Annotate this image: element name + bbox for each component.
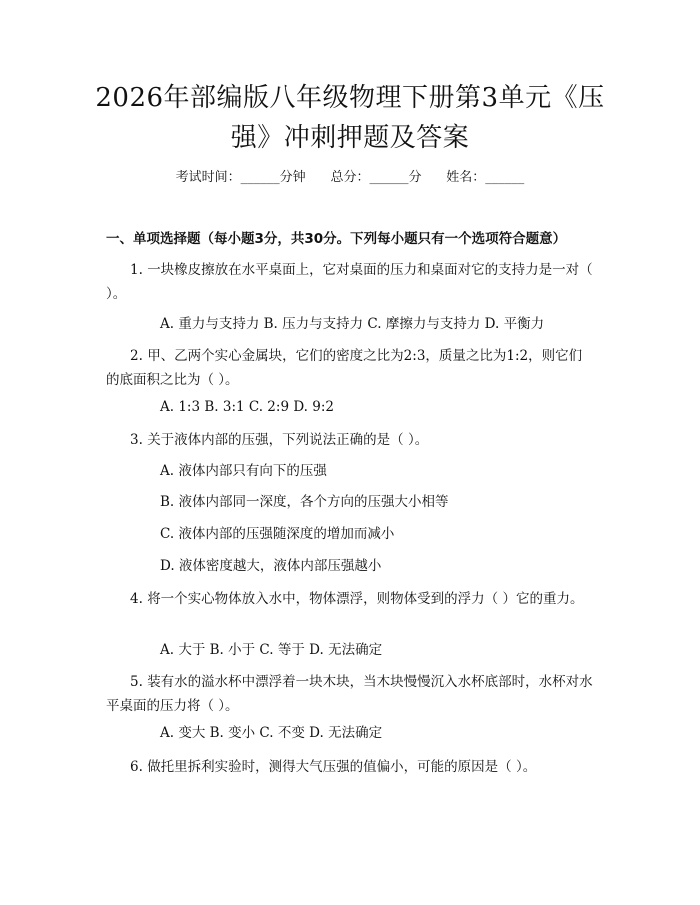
question-body: 一块橡皮擦放在水平桌面上，它对桌面的压力和桌面对它的支持力是一对（ ）。 bbox=[106, 262, 593, 302]
question-6 bbox=[106, 755, 594, 779]
question-5-options: A. 变大 B. 变小 C. 不变 D. 无法确定 bbox=[160, 725, 383, 741]
question-3-option-b: B. 液体内部同一深度，各个方向的压强大小相等 bbox=[160, 494, 449, 510]
question-2-options: A. 1:3 B. 3:1 C. 2:9 D. 9:2 bbox=[160, 399, 334, 415]
question-number: 1. bbox=[130, 262, 143, 278]
question-text bbox=[106, 258, 594, 306]
question-1-options: A. 重力与支持力 B. 压力与支持力 C. 摩擦力与支持力 D. 平衡力 bbox=[160, 316, 545, 332]
question-body: 做托里拆利实验时，测得大气压强的值偏小，可能的原因是（ ）。 bbox=[147, 759, 537, 775]
question-4-options: A. 大于 B. 小于 C. 等于 D. 无法确定 bbox=[160, 642, 383, 658]
question-body: 将一个实心物体放入水中，物体漂浮，则物体受到的浮力（ ）它的重力。 bbox=[147, 591, 584, 607]
question-number: 3. bbox=[130, 432, 143, 448]
question-text bbox=[106, 428, 594, 452]
section-heading-single-choice: 一、单项选择题（每小题3分，共30分。下列每小题只有一个选项符合题意） bbox=[106, 231, 567, 247]
student-name-label: 姓名：______ bbox=[446, 170, 525, 185]
question-2 bbox=[106, 344, 594, 392]
total-score-label: 总分：______分 bbox=[330, 170, 422, 185]
question-body: 关于液体内部的压强，下列说法正确的是（ ）。 bbox=[147, 432, 429, 448]
question-3 bbox=[106, 428, 594, 452]
question-text bbox=[106, 587, 594, 611]
question-3-option-d: D. 液体密度越大，液体内部压强越小 bbox=[160, 558, 382, 574]
question-number: 6. bbox=[130, 759, 143, 775]
question-5 bbox=[106, 670, 594, 718]
question-number: 5. bbox=[130, 674, 143, 690]
question-text bbox=[106, 344, 594, 392]
question-body: 甲、乙两个实心金属块，它们的密度之比为2:3，质量之比为1:2，则它们的底面积之比为（ ）。 bbox=[106, 348, 583, 388]
question-3-option-c: C. 液体内部的压强随深度的增加而减小 bbox=[160, 526, 395, 542]
question-3-option-a: A. 液体内部只有向下的压强 bbox=[160, 463, 327, 479]
question-number: 2. bbox=[130, 348, 143, 364]
exam-meta bbox=[0, 168, 700, 188]
page-title-line-2: 强》冲刺押题及答案 bbox=[230, 123, 470, 153]
question-body: 装有水的溢水杯中漂浮着一块木块，当木块慢慢沉入水杯底部时，水杯对水平桌面的压力将（ ）。 bbox=[106, 674, 593, 714]
question-4 bbox=[106, 587, 594, 611]
exam-time-label: 考试时间：______分钟 bbox=[175, 170, 306, 185]
question-number: 4. bbox=[130, 591, 143, 607]
question-1 bbox=[106, 258, 594, 306]
question-text bbox=[106, 670, 594, 718]
page-title-line-1: 2026年部编版八年级物理下册第3单元《压 bbox=[95, 83, 605, 113]
question-text bbox=[106, 755, 594, 779]
